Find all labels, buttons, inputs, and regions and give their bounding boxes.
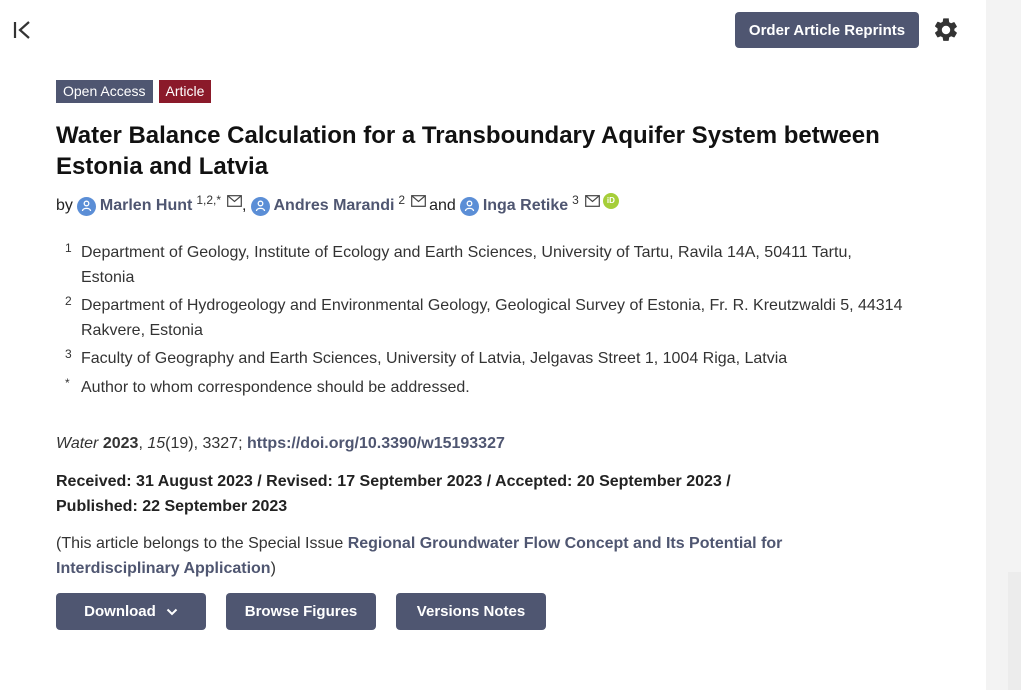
special-issue-prefix: (This article belongs to the Special Issue (56, 535, 348, 552)
scrollbar-track (1008, 572, 1021, 690)
person-icon (77, 197, 96, 216)
dates-line: Received: 31 August 2023 / Revised: 17 September 2023 / Accepted: 20 September 2023 / (56, 473, 731, 490)
author-name[interactable]: Andres Marandi (273, 197, 395, 214)
affiliation-list (56, 241, 906, 404)
doi-link[interactable]: https://doi.org/10.3390/w15193327 (246, 435, 505, 452)
collapse-left-icon[interactable] (10, 18, 34, 42)
affiliation-number: 1 (65, 241, 72, 255)
versions-notes-button[interactable]: Versions Notes (396, 593, 546, 630)
article-badges (56, 80, 211, 103)
mail-icon[interactable] (227, 195, 242, 207)
affiliation-item (56, 241, 906, 290)
gear-icon[interactable] (932, 16, 960, 44)
author-list (56, 194, 619, 218)
affiliation-item (56, 376, 906, 401)
by-label: by (56, 197, 73, 214)
affiliation-number: 2 (65, 294, 72, 308)
author-name[interactable]: Marlen Hunt (99, 197, 193, 214)
special-issue-note (56, 531, 846, 581)
citation-separator: , (138, 435, 143, 452)
author-affiliation-sup: 3 (572, 193, 579, 207)
special-issue-suffix: ) (270, 560, 276, 577)
citation-line (56, 432, 505, 456)
affiliation-text: Faculty of Geography and Earth Sciences, University of Latvia, Jelgavas Street 1, 1004 Riga, Latvia (81, 350, 788, 367)
author-affiliation-sup: 2 (398, 193, 406, 207)
download-button[interactable] (56, 593, 206, 630)
citation-volume: 15 (147, 435, 166, 452)
journal-name: Water (56, 435, 99, 452)
browse-figures-button[interactable]: Browse Figures (226, 593, 376, 630)
author-affiliation-sup: 1,2,* (196, 193, 222, 207)
affiliation-item (56, 294, 906, 343)
mail-icon[interactable] (585, 195, 600, 207)
citation-issue-pages: (19), 3327; (165, 435, 243, 452)
open-access-badge: Open Access (56, 80, 153, 103)
orcid-icon[interactable]: iD (603, 193, 619, 209)
citation-year: 2023 (102, 435, 139, 452)
article-title: Water Balance Calculation for a Transboundary Aquifer System between Estonia and Latvia (56, 122, 880, 180)
affiliation-item (56, 347, 906, 372)
and-label: and (429, 197, 456, 214)
affiliation-number: * (65, 375, 70, 390)
special-issue-link[interactable]: Regional Groundwater Flow Concept and Its Potential for Interdisciplinary Application (56, 535, 783, 577)
download-label: Download (84, 603, 156, 620)
author-separator: , (242, 197, 247, 214)
mail-icon[interactable] (411, 195, 426, 207)
dates-line: Published: 22 September 2023 (56, 498, 288, 515)
affiliation-number: 3 (65, 347, 72, 361)
article-actions (56, 593, 546, 630)
person-icon (251, 197, 270, 216)
affiliation-text: Department of Geology, Institute of Ecology and Earth Sciences, University of Tartu, Ravila 14A, 50411 Tartu, Estonia (81, 244, 852, 286)
person-icon (460, 197, 479, 216)
article-type-badge: Article (159, 80, 212, 103)
page-scrollbar-area (986, 0, 1021, 690)
chevron-down-icon (166, 608, 178, 616)
publication-dates (56, 469, 776, 519)
order-reprints-button[interactable]: Order Article Reprints (735, 12, 919, 48)
author-name[interactable]: Inga Retike (482, 197, 569, 214)
affiliation-text: Author to whom correspondence should be addressed. (81, 378, 470, 396)
affiliation-text: Department of Hydrogeology and Environmental Geology, Geological Survey of Estonia, Fr. R. Kreutzwaldi 5, 44314 Rakvere, Estonia (81, 297, 903, 339)
